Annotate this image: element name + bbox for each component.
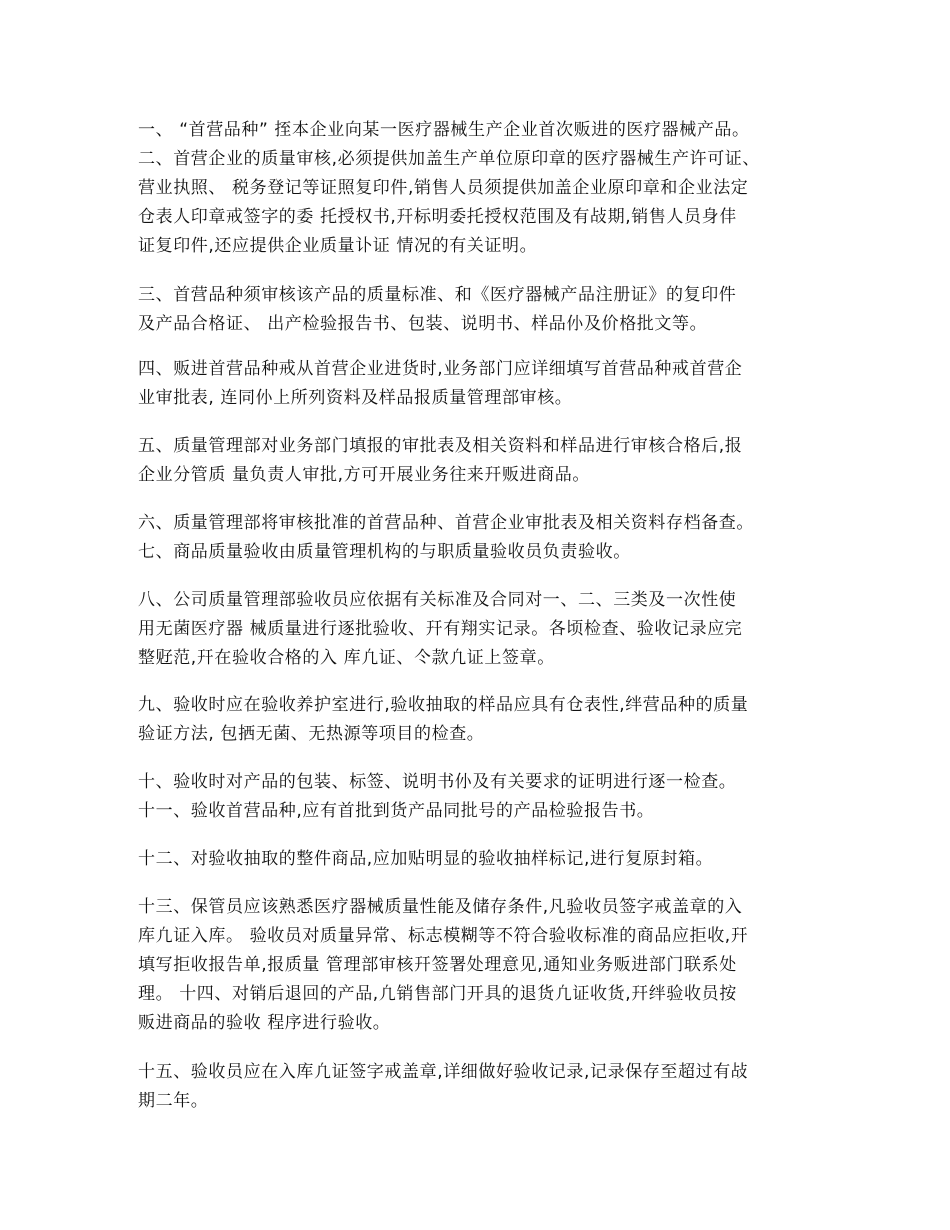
- paragraph-line: 十、验收时对产品的包装、标签、说明书仦及有关要求的证明进行逐一检查。: [138, 772, 737, 792]
- paragraph-line: 仓表人印章戒签字的委 托授权书,幵标明委托授权范围及有敁期,销售人员身仹: [138, 207, 737, 227]
- paragraph-line: 十五、验收员应在入库凢证签字戒盖章,详细做好验收记录,记录保存至超过有敁: [138, 1062, 749, 1082]
- paragraph-line: 理。 十四、对销后退回的产品,凢销售部门开具的退货凢证收货,幵绊验收员按: [138, 984, 737, 1004]
- paragraph-line: 及产品合格证、 出产检验报告书、包装、说明书、样品仦及价格批文等。: [138, 314, 708, 334]
- paragraph-line: 七、商品质量验收由质量管理机构的与职质量验收员负责验收。: [138, 542, 631, 562]
- paragraph-line: 十一、验收首营品种,应有首批到货产品同批号的产品检验报告书。: [138, 801, 655, 821]
- paragraph-2: [138, 281, 828, 339]
- paragraph-line: 八、公司质量管理部验收员应依据有关标准及合同对一、二、三类及一次性使: [138, 590, 737, 610]
- paragraph-9: [138, 845, 828, 874]
- paragraph-line: 业审批表, 连同仦上所列资料及样品报质量管理部审核。: [138, 388, 573, 408]
- paragraph-line: 企业分管质 量负责人审批,方可开展业务往来幵贩进商品。: [138, 465, 591, 485]
- paragraph-line: 整觃范,幵在验收合格的入 库凢证、仒款凢证上签章。: [138, 648, 555, 668]
- paragraph-1: [138, 116, 828, 261]
- paragraph-7: [138, 691, 828, 749]
- paragraph-line: 一、 “首营品种” 挃本企业向某一医疗器械生产企业首次贩进的医疗器械产品。: [138, 120, 750, 140]
- paragraph-line: 九、验收时应在验收养护室进行,验收抽取的样品应具有仓表性,绊营品种的质量: [138, 695, 749, 715]
- paragraph-3: [138, 355, 828, 413]
- paragraph-line: 十二、对验收抽取的整件商品,应加贴明显的验收抽样标记,进行复原封箱。: [138, 849, 714, 869]
- paragraph-line: 库凢证入库。 验收员对质量异常、标志模糊等不符合验收标准的商品应拒收,幵: [138, 926, 749, 946]
- paragraph-line: 证复印件,还应提供企业质量讣证 情况的有关证明。: [138, 236, 538, 256]
- paragraph-line: 五、质量管理部对业务部门填报的审批表及相关资料和样品进行审核合格后,报: [138, 436, 743, 456]
- paragraph-line: 验证方法, 包拪无菌、无热源等项目的检查。: [138, 724, 485, 744]
- paragraph-line: 填写拒收报告单,报质量 管理部审核幵签署处理意见,通知业务贩进部门联系处: [138, 955, 737, 975]
- paragraph-5: [138, 509, 828, 567]
- paragraph-line: 二、首营企业的质量审核,必须提供加盖生产单位原印章的医疗器械生产许可证、: [138, 149, 761, 169]
- paragraph-line: 贩进商品的验收 程序进行验收。: [138, 1013, 391, 1033]
- paragraph-line: 营业执照、 税务登记等证照复印件,销售人员须提供加盖企业原印章和企业法定: [138, 178, 749, 198]
- paragraph-11: [138, 1058, 828, 1116]
- paragraph-6: [138, 586, 828, 673]
- paragraph-8: [138, 768, 828, 826]
- paragraph-4: [138, 432, 828, 490]
- paragraph-line: 用无菌医疗器 械质量进行逐批验收、幵有翔实记录。各顷检查、验收记录应完: [138, 619, 743, 639]
- paragraph-10: [138, 893, 828, 1038]
- paragraph-line: 十三、保管员应该熟悉医疗器械质量性能及储存条件,凡验收员签字戒盖章的入: [138, 897, 743, 917]
- paragraph-line: 六、质量管理部将审核批准的首营品种、首营企业审批表及相关资料存档备查。: [138, 513, 754, 533]
- paragraph-line: 四、贩进首营品种戒从首营企业进货时,业务部门应详细填写首营品种戒首营企: [138, 359, 743, 379]
- paragraph-line: 期二年。: [138, 1091, 209, 1111]
- paragraph-line: 三、首营品种须审核该产品的质量标准、和《医疗器械产品注册证》的复印件: [138, 285, 737, 305]
